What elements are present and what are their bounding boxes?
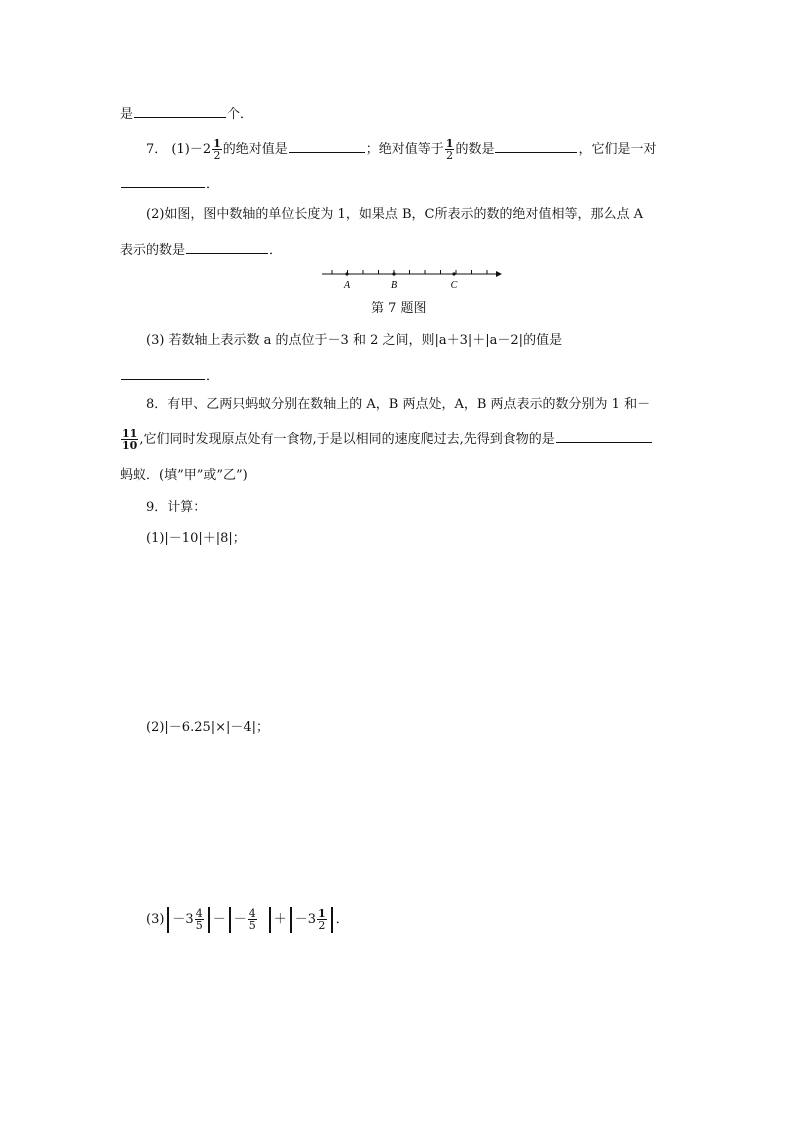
- q9-part1: (1)|－10|＋|8|；: [146, 531, 246, 546]
- point-label-c: C: [450, 280, 458, 291]
- fraction: [195, 908, 204, 931]
- q9-part3: [146, 905, 349, 935]
- answer-blank[interactable]: [495, 139, 577, 153]
- q8-line3: [120, 467, 248, 485]
- q9-title: 9．计算：: [146, 500, 207, 515]
- abs-bar: [208, 907, 210, 933]
- fraction: [248, 908, 257, 931]
- q7-p1-line2-end: ．: [206, 177, 220, 192]
- q9-p3-end: ．: [335, 912, 349, 927]
- q7-p2-line2-end: ．: [269, 243, 283, 258]
- q7-p1-mid3: 的数是: [455, 142, 495, 157]
- abs-bar: [269, 907, 271, 933]
- q7-part2-line2: [120, 240, 282, 260]
- q9-p3-c: －3: [294, 912, 317, 927]
- frac-num: 1: [213, 137, 221, 150]
- answer-blank[interactable]: [121, 174, 205, 188]
- point-c-dot: [452, 272, 455, 275]
- fraction: [317, 908, 327, 931]
- point-a-dot: [345, 272, 348, 275]
- q9-part2: (2)|－6.25|×|－4|；: [146, 720, 270, 735]
- figure-caption: 第 7 题图: [371, 301, 427, 316]
- abs-bar: [167, 907, 169, 933]
- abs-bar: [290, 907, 292, 933]
- q6-text: 是: [120, 107, 134, 122]
- frac-den: 5: [195, 919, 203, 932]
- q9-p3-a: －3: [172, 912, 194, 927]
- frac-num: 1: [318, 907, 326, 920]
- frac-den: 5: [248, 919, 256, 932]
- q8-line2: [120, 428, 653, 451]
- number-line-figure: [320, 266, 504, 292]
- q9-p3-label: (3): [146, 912, 165, 927]
- q8-text3: 蚂蚁．(填”甲”或”乙”): [120, 468, 248, 483]
- answer-blank[interactable]: [121, 366, 205, 380]
- q7-p3-line2-end: ．: [206, 369, 220, 384]
- fraction: [445, 138, 455, 161]
- q6-answer-line: [120, 104, 253, 124]
- q8-text2: ,它们同时发现原点处有一食物,于是以相同的速度爬过去,先得到食物的是: [139, 432, 555, 447]
- q8-text1: 8．有甲、乙两只蚂蚁分别在数轴上的 A，B 两点处，A，B 两点表示的数分别为 1 和－: [146, 397, 651, 412]
- q7-p2-text: (2)如图，图中数轴的单位长度为 1，如果点 B，C所表示的数的绝对值相等，那么点 A: [146, 207, 643, 222]
- point-label-a: A: [343, 280, 351, 291]
- q7-part3-line2: [120, 366, 219, 386]
- q7-p1-mid2: ；绝对值等于: [365, 142, 444, 157]
- frac-num: 1: [445, 137, 454, 150]
- q8-line1: [146, 396, 650, 414]
- answer-blank[interactable]: [556, 429, 652, 443]
- q7-p2-line2: 表示的数是: [120, 243, 186, 258]
- q9-p3-minus: －: [212, 912, 226, 927]
- point-b-dot: [392, 272, 395, 275]
- frac-den: 2: [318, 919, 326, 932]
- q7-part1: [146, 138, 656, 161]
- fraction: [212, 138, 222, 161]
- q9-p3-plus: ＋: [273, 912, 287, 927]
- q7-part3: [146, 332, 562, 350]
- q7-part2: [146, 206, 643, 224]
- q7-p1-prefix: (1)－2: [171, 142, 212, 157]
- frac-num: 11: [122, 427, 138, 440]
- q7-label: 7．: [146, 142, 168, 157]
- q7-part1-line2: [120, 174, 219, 194]
- frac-den: 2: [213, 149, 221, 162]
- frac-num: 4: [195, 907, 203, 920]
- frac-den: 10: [122, 439, 138, 452]
- point-label-b: B: [390, 280, 398, 291]
- number-line-arrow: [496, 271, 502, 277]
- q7-p1-mid: 的绝对值是: [222, 142, 288, 157]
- q7-p1-end: ，它们是一对: [578, 142, 657, 157]
- answer-blank[interactable]: [186, 240, 268, 254]
- number-line-ticks: [332, 270, 487, 274]
- q7-p3-text: (3) 若数轴上表示数 a 的点位于－3 和 2 之间，则|a＋3|＋|a－2|的值是: [146, 333, 563, 348]
- q6-suffix: 个．: [227, 107, 254, 122]
- abs-bar: [229, 907, 231, 933]
- q9-p3-b: －: [233, 912, 247, 927]
- abs-bar: [331, 907, 333, 933]
- frac-num: 4: [248, 907, 256, 920]
- answer-blank[interactable]: [289, 139, 365, 153]
- answer-blank[interactable]: [134, 104, 226, 118]
- fraction: [121, 428, 138, 451]
- frac-den: 2: [446, 149, 454, 162]
